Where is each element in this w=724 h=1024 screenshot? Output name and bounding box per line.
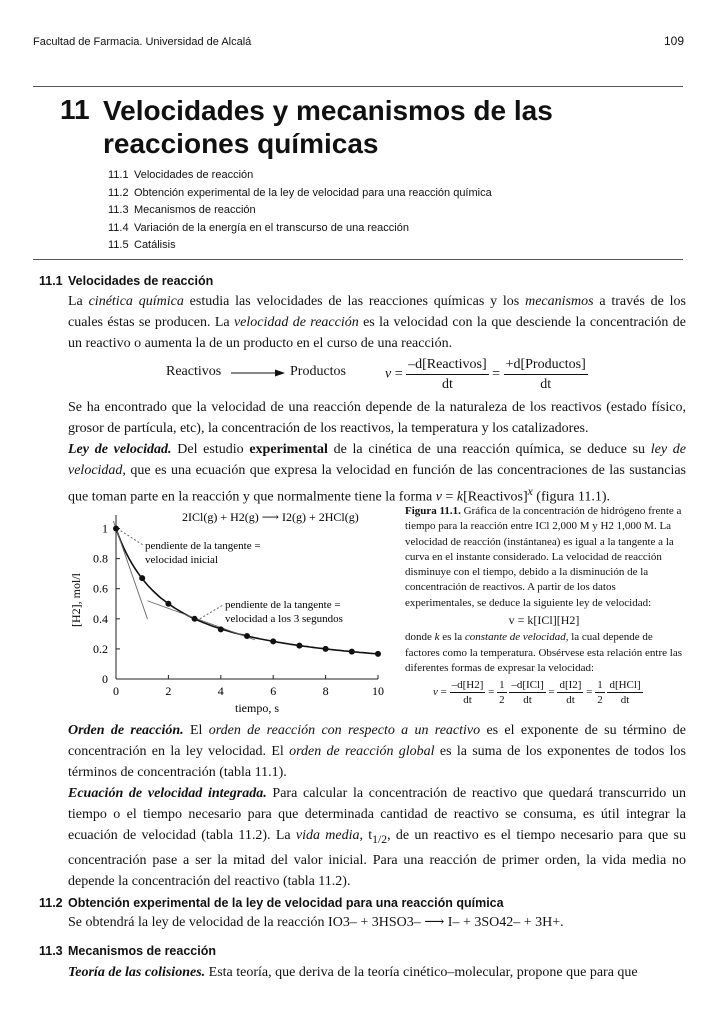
chapter-number: 11 [60,94,90,125]
table-of-contents [108,167,492,255]
y-tick-label: 0 [102,672,108,686]
data-point [375,651,381,657]
page-number: 109 [663,34,684,48]
data-point [165,601,171,607]
reaction-reactivos: Reactivos [166,364,222,379]
paragraph-intro: La cinética química estudia las velocidades de las reacciones químicas y los mecanismos a través de los cuales éstas se producen. La velocidad de reacción es la velocidad con la que desciende la concentración de un reactivo o aumenta la de un producto en el curso de una reacción. [68,294,686,351]
paragraph-experimental: Se obtendrá la ley de velocidad de la reacción IO3– + 3HSO3– ⟶ I– + 3SO42– + 3H+. [68,915,564,930]
y-tick-label: 0.4 [93,611,108,626]
paragraph-factors: Se ha encontrado que la velocidad de una reacción depende de la naturaleza de los reactivos (estado físico, grosor de partícula, etc), la concentración de los reactivos, la temperatura y los catalizadores. Ley de velocidad. Del estudio experimental de la cinética de una reacción química, se deduce su ley de velocidad, que es una ecuación que expresa la velocidad en función de las concentraciones de las sustancias que toman parte en la reacción y que normalmente tiene la forma v = k[Reactivos]$^x$ (figura 11.1). [68,400,686,505]
toc-item[interactable]: 11.1 Velocidades de reacción [108,169,254,181]
data-point [296,643,302,649]
section-heading-11-2: 11.2 Obtención experimental de la ley de velocidad para una reacción química [39,896,504,910]
data-point [113,526,119,532]
chart-reaction-label: 2ICl(g) + H2(g) ⟶ I2(g) + 2HCl(g) [182,510,359,524]
reaction-arrow-icon [229,368,285,378]
data-point [244,633,250,639]
annotation-rate-3s: pendiente de la tangente = velocidad a los 3 segundos [225,599,343,625]
x-axis-label: tiempo, s [235,701,279,715]
chapter-title-line1: Velocidades y mecanismos de las [103,95,553,126]
x-tick-label: 0 [113,684,119,698]
y-tick-label: 0.6 [93,581,108,596]
section-heading-11-3: 11.3 Mecanismos de reacción [39,944,216,958]
header-rule [33,86,683,87]
x-tick-label: 6 [270,684,277,698]
section-heading-11-1: 11.1 Velocidades de reacción [39,274,214,288]
toc-item[interactable]: 11.3 Mecanismos de reacción [108,204,256,216]
data-point [270,638,276,644]
chapter-title-line2: reacciones químicas [103,128,379,159]
running-header: Facultad de Farmacia. Universidad de Alcalá [33,36,252,48]
tangent-initial [113,521,147,619]
chapter-title [103,94,663,160]
toc-rule [33,259,683,260]
y-tick-label: 0.8 [93,551,108,566]
x-tick-label: 2 [165,684,172,698]
y-tick-label: 0.2 [93,641,108,656]
data-point [349,649,355,655]
paragraph-collisions: Teoría de las colisiones. Esta teoría, que deriva de la teoría cinético–molecular, propone que para que [68,965,638,980]
concentration-time-chart [60,505,400,717]
x-tick-label: 8 [322,684,329,698]
toc-item[interactable]: 11.4 Variación de la energía en el transcurso de una reacción [108,221,409,234]
data-point [192,616,198,622]
data-point [139,575,145,581]
x-tick-label: 10 [372,684,384,698]
figure-caption: Figura 11.1. Gráfica de la concentración de hidrógeno frente a tiempo para la reacción entre ICl 2,000 M y H2 1,000 M. La velocidad de reacción (instántanea) es igual a la tangente a la curva en el instante considerado. La velocidad de reacción disminuye con el tiempo, debido a la disminución de la concentración de reactivos. A partir de los datos experimentales, se deduce la siguiente ley de velocidad: v = k[ICl][H2] donde k es la constante de velocidad, la cual depende de factores como la temperatura. Obsérvese esta relación entre las diferentes formas de expresar la velocidad: v = $\frac{-d[H2]}{dt}$ = $\frac{1}{2}$ $\frac{\text{–d[ICl]}}{dt}$ = $\frac{d[I2]}{dt}$ = $\frac{1}{2}$ $\frac{\text{d[HCl]}}{dt}$ [405,505,683,707]
leader-3s [200,605,223,619]
y-axis-label: [H2], mol/l [69,573,83,627]
rate-relations-equation: v = $\frac{-d[H2]}{dt}$ = $\frac{1}{2}$ $\frac{\text{–d[ICl]}}{dt}$ = $\frac{d[I2]}{dt}$ = $\frac{1}{2}$ $\frac{\text{d[HCl]}}{dt}$ [433,679,641,707]
data-point [323,646,329,652]
rate-equation: v = $\frac{\text{–d[Reactivos]}}{dt}$ = $\frac{\text{+d[Productos]}}{dt}$ [385,357,586,392]
x-tick-label: 4 [217,684,224,698]
paragraph-orders: Orden de reacción. El orden de reacción con respecto a un reactivo es el exponente de su término de concentración en la ley velocidad. El orden de reacción global es la suma de los exponentes de todos los términos de concentración (tabla 11.1). Ecuación de velocidad integrada. Para calcular la concentración de reactivo que quedará transcurrido un tiempo o el tiempo necesario para que determinada cantidad de reactivo se consuma, es útil integrar la ecuación de velocidad (tabla 11.2). La vida media, $t_{1/2}$, de un reactivo es el tiempo necesario para que su concentración pase a ser la mitad del valor inicial. Para una reacción de primer orden, la vida media no depende la concentración del reactivo (tabla 11.2). [68,723,686,889]
toc-item[interactable]: 11.2 Obtención experimental de la ley de velocidad para una reacción química [108,186,492,199]
toc-item[interactable]: 11.5 Catálisis [108,239,176,251]
rate-law: v = k[ICl][H2] [508,613,580,628]
y-tick-label: 1 [102,521,108,536]
data-point [218,626,224,632]
annotation-initial-rate: pendiente de la tangente = velocidad inicial [145,540,261,566]
reaction-productos: Productos [290,364,346,379]
